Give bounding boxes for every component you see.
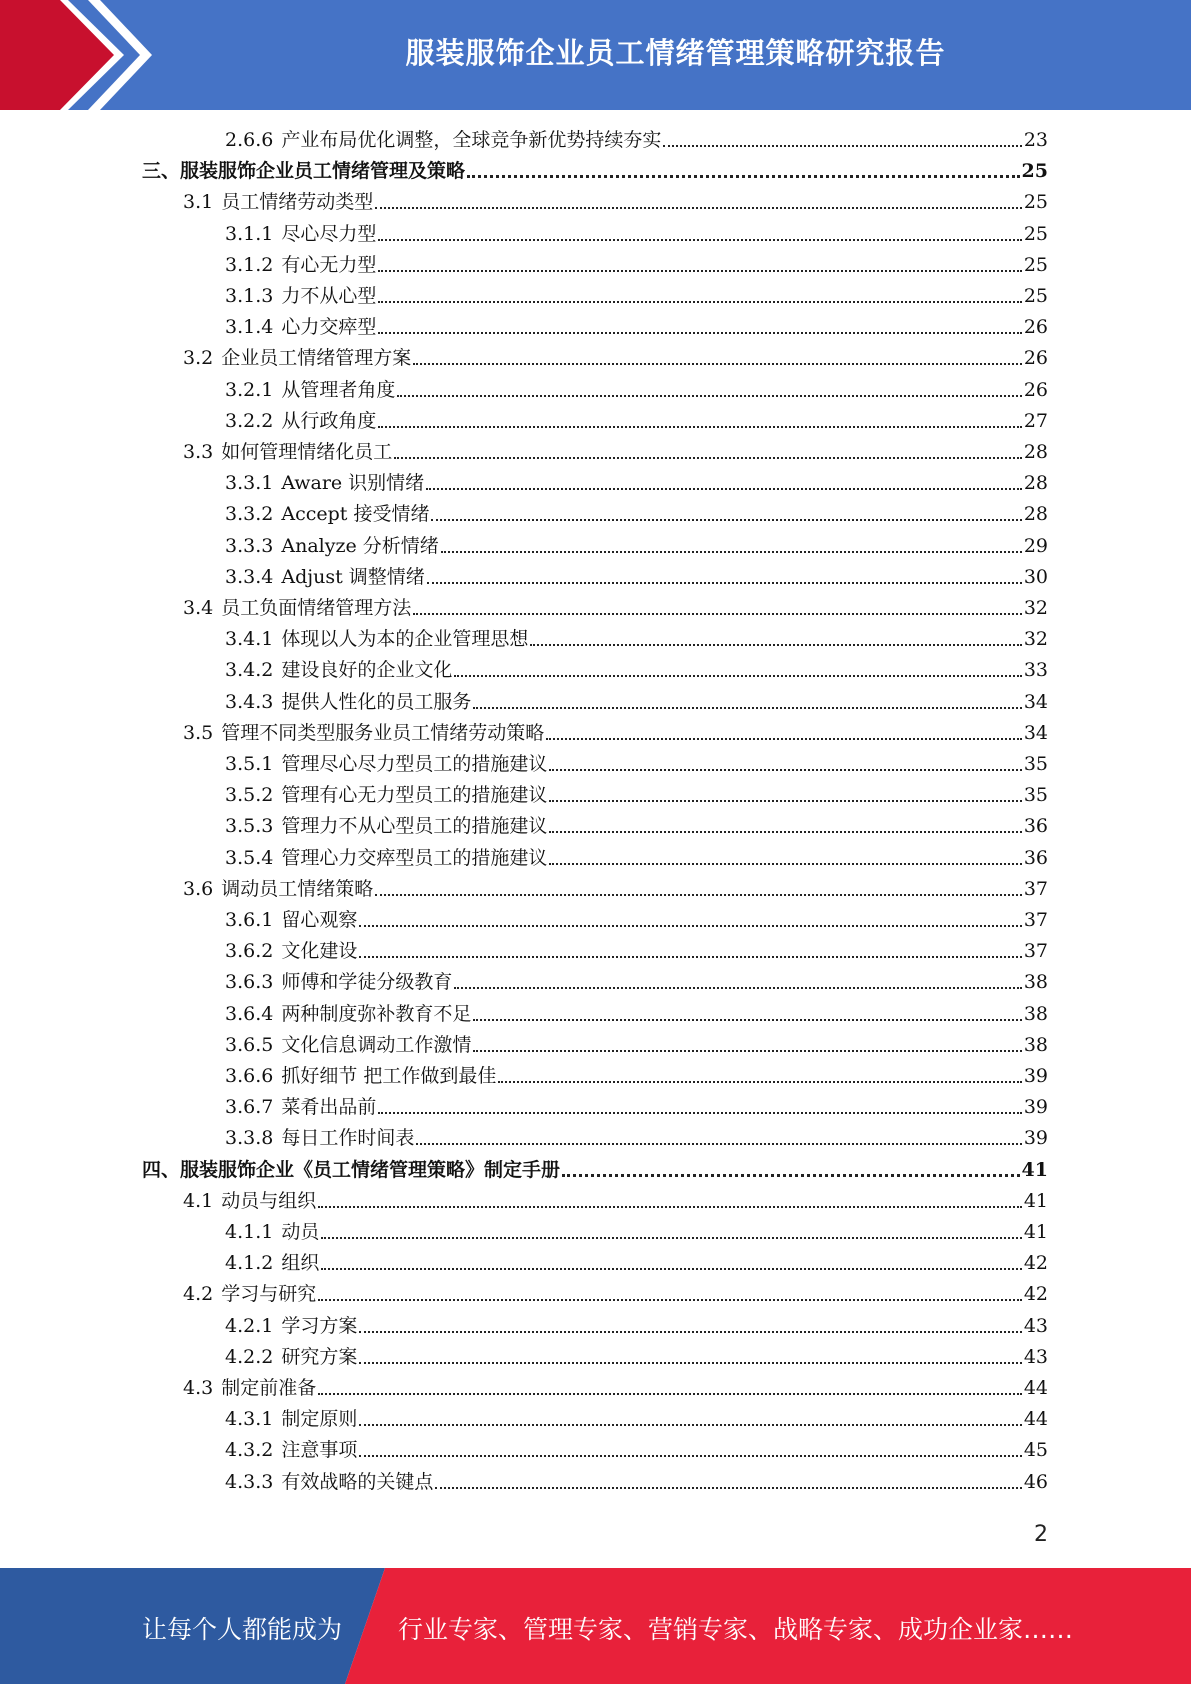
toc-entry-page: 38 (1023, 971, 1048, 994)
toc-entry[interactable] (225, 1469, 1048, 1495)
toc-entry-number: 3.2.1 (225, 378, 274, 401)
toc-entry[interactable] (142, 1157, 1048, 1183)
toc-entry-page: 42 (1023, 1252, 1048, 1275)
toc-entry-number: 4.3.2 (225, 1439, 274, 1462)
toc-dot-leader (375, 207, 1022, 209)
toc-entry-page: 37 (1023, 940, 1048, 963)
toc-entry-number: 4.2 (183, 1283, 214, 1306)
toc-dot-leader (549, 863, 1021, 865)
header-arrow-icon (0, 0, 160, 110)
toc-dot-leader (321, 1268, 1021, 1270)
toc-entry-number: 3.5 (183, 721, 214, 744)
toc-dot-leader (426, 488, 1022, 490)
toc-entry-page: 38 (1023, 1033, 1048, 1056)
toc-dot-leader (435, 1487, 1021, 1489)
toc-entry-number: 3.6.4 (225, 1002, 274, 1025)
toc-entry[interactable] (225, 377, 1048, 403)
toc-dot-leader (321, 1237, 1021, 1239)
toc-entry-page: 28 (1023, 441, 1048, 463)
toc-entry-page: 36 (1023, 846, 1048, 869)
toc-entry-number: 3.1.2 (225, 253, 274, 276)
toc-entry-page: 41 (1021, 1158, 1048, 1181)
toc-entry-number: 3.1.1 (225, 222, 274, 245)
toc-entry-page: 41 (1023, 1221, 1048, 1243)
toc-entry-title: 文化建设 (281, 940, 358, 963)
header-banner (0, 0, 1191, 110)
toc-dot-leader (530, 644, 1021, 646)
toc-entry-page: 32 (1023, 628, 1048, 651)
page-number: 2 (1034, 1522, 1048, 1547)
toc-entry[interactable] (225, 283, 1048, 309)
toc-entry-number: 3.5.2 (225, 784, 274, 807)
toc-entry[interactable] (225, 1250, 1048, 1276)
toc-entry-title: 组织 (281, 1252, 320, 1275)
toc-entry-page: 38 (1023, 1002, 1048, 1025)
toc-entry-title: 有心无力型 (281, 253, 377, 276)
toc-entry-number: 3.3.3 (225, 534, 274, 557)
toc-entry-page: 46 (1023, 1470, 1048, 1493)
toc-dot-leader (416, 1143, 1021, 1145)
toc-entry-number: 3.3 (183, 441, 214, 463)
toc-entry-title: 员工情绪劳动类型 (221, 191, 374, 214)
toc-entry-number: 3.4.3 (225, 690, 274, 713)
toc-entry-title: 产业布局优化调整，全球竞争新优势持续夯实 (281, 129, 662, 151)
toc-entry-number: 4.2.2 (225, 1345, 274, 1368)
toc-dot-leader (413, 613, 1022, 615)
toc-entry-title: 建设良好的企业文化 (281, 659, 453, 682)
toc-entry-title: 管理力不从心型员工的措施建议 (281, 815, 548, 838)
toc-entry-number: 2.6.6 (225, 129, 274, 151)
toc-entry[interactable] (225, 938, 1048, 964)
toc-dot-leader (454, 675, 1021, 677)
toc-entry-page: 34 (1023, 690, 1048, 713)
toc-entry-number: 4.3.1 (225, 1408, 274, 1431)
toc-entry-title: 动员 (281, 1221, 320, 1243)
toc-entry-title: 学习方案 (281, 1314, 358, 1337)
toc-entry-page: 29 (1023, 534, 1048, 557)
toc-entry-page: 32 (1023, 597, 1048, 619)
toc-entry-number: 4.2.1 (225, 1314, 274, 1337)
toc-entry-title: 学习与研究 (221, 1283, 317, 1306)
toc-entry[interactable] (183, 345, 1048, 371)
toc-entry-number: 3.4.2 (225, 659, 274, 682)
toc-dot-leader (378, 332, 1021, 334)
toc-dot-leader (359, 1362, 1021, 1364)
toc-entry-title: 文化信息调动工作激情 (281, 1033, 472, 1056)
toc-entry-title: 菜肴出品前 (281, 1096, 377, 1119)
toc-entry-number: 4.3.3 (225, 1470, 274, 1493)
toc-dot-leader (549, 831, 1021, 833)
toc-entry-title: 提供人性化的员工服务 (281, 690, 472, 713)
toc-entry-page: 25 (1023, 222, 1048, 245)
toc-entry[interactable] (183, 439, 1048, 465)
toc-dot-leader (473, 1019, 1021, 1021)
toc-entry-number: 3.6.5 (225, 1033, 274, 1056)
toc-entry-page: 39 (1023, 1096, 1048, 1119)
toc-entry[interactable] (225, 533, 1048, 559)
toc-entry-title: 企业员工情绪管理方案 (221, 347, 412, 370)
toc-entry-number: 3.5.1 (225, 753, 274, 775)
toc-entry-page: 42 (1023, 1283, 1048, 1306)
toc-entry-page: 45 (1023, 1439, 1048, 1462)
toc-entry-title: 有效战略的关键点 (281, 1470, 434, 1493)
toc-dot-leader (318, 1393, 1022, 1395)
toc-entry-page: 44 (1023, 1408, 1048, 1431)
toc-entry[interactable] (225, 127, 1048, 153)
toc-dot-leader (318, 1299, 1022, 1301)
toc-entry[interactable] (225, 408, 1048, 434)
toc-entry-title: Accept 接受情绪 (281, 503, 430, 526)
toc-dot-leader (467, 175, 1020, 178)
toc-entry-page: 43 (1023, 1314, 1048, 1337)
toc-entry-title: 师傅和学徒分级教育 (281, 971, 453, 994)
toc-entry-page: 25 (1023, 285, 1048, 307)
toc-entry-page: 25 (1021, 160, 1048, 183)
toc-entry[interactable] (183, 1375, 1048, 1401)
toc-entry[interactable] (225, 314, 1048, 340)
toc-entry-number: 3.3.1 (225, 472, 274, 495)
toc-entry-title: 动员与组织 (221, 1189, 317, 1212)
toc-entry-number: 4.1.1 (225, 1221, 274, 1243)
toc-entry-title: 从管理者角度 (281, 378, 396, 401)
toc-entry-title: 如何管理情绪化员工 (221, 441, 393, 463)
toc-entry-number: 3.5.3 (225, 815, 274, 838)
toc-entry-number: 3.1 (183, 191, 214, 214)
toc-entry[interactable] (225, 845, 1048, 871)
toc-entry-title: 研究方案 (281, 1345, 358, 1368)
toc-entry-number: 3.6.6 (225, 1065, 274, 1087)
toc-entry-title: Aware 识别情绪 (281, 472, 425, 495)
toc-entry[interactable] (225, 751, 1048, 777)
toc-dot-leader (413, 363, 1022, 365)
toc-entry-title: 注意事项 (281, 1439, 358, 1462)
toc-entry[interactable] (225, 501, 1048, 527)
toc-entry-number: 3.1.3 (225, 285, 274, 307)
toc-entry-number: 4.1 (183, 1189, 214, 1212)
toc-entry-page: 25 (1023, 191, 1048, 214)
toc-entry-title: 管理有心无力型员工的措施建议 (281, 784, 548, 807)
toc-entry-page: 33 (1023, 659, 1048, 682)
toc-entry[interactable] (183, 720, 1048, 746)
toc-dot-leader (549, 800, 1021, 802)
toc-entry-page: 25 (1023, 253, 1048, 276)
toc-entry[interactable] (225, 1063, 1048, 1089)
toc-dot-leader (549, 769, 1021, 771)
toc-entry-title: 体现以人为本的企业管理思想 (281, 628, 529, 651)
toc-dot-leader (378, 1112, 1021, 1114)
toc-entry[interactable] (225, 1437, 1048, 1463)
toc-dot-leader (427, 582, 1022, 584)
toc-entry-page: 37 (1023, 877, 1048, 900)
toc-dot-leader (394, 457, 1022, 459)
toc-entry[interactable] (225, 1219, 1048, 1245)
toc-dot-leader (562, 1174, 1020, 1177)
toc-entry[interactable] (225, 689, 1048, 715)
toc-dot-leader (359, 1455, 1021, 1457)
toc-entry[interactable] (225, 1001, 1048, 1027)
toc-dot-leader (378, 426, 1021, 428)
footer-slogan-left: 让每个人都能成为 (142, 1615, 343, 1644)
toc-dot-leader (397, 395, 1021, 397)
toc-entry-title: 抓好细节 把工作做到最佳 (281, 1065, 497, 1087)
toc-dot-leader (498, 1081, 1021, 1083)
toc-dot-leader (359, 956, 1021, 958)
toc-entry-number: 3.6.7 (225, 1096, 274, 1119)
toc-entry[interactable] (225, 657, 1048, 683)
toc-entry[interactable] (225, 626, 1048, 652)
toc-entry-number: 3.3.4 (225, 565, 274, 588)
toc-entry[interactable] (225, 782, 1048, 808)
toc-entry[interactable] (225, 252, 1048, 278)
toc-entry-title: 制定前准备 (221, 1377, 317, 1399)
toc-entry-title: 从行政角度 (281, 409, 377, 432)
toc-dot-leader (546, 738, 1022, 740)
toc-dot-leader (473, 1050, 1021, 1052)
toc-entry[interactable] (183, 1281, 1048, 1307)
toc-dot-leader (375, 894, 1022, 896)
toc-entry-title: 管理尽心尽力型员工的措施建议 (281, 753, 548, 775)
toc-entry[interactable] (225, 1313, 1048, 1339)
toc-entry-page: 26 (1023, 378, 1048, 401)
toc-entry-number: 3.6.1 (225, 909, 274, 931)
toc-entry-number: 3.6.3 (225, 971, 274, 994)
toc-entry-number: 3.4.1 (225, 628, 274, 651)
toc-entry[interactable] (225, 221, 1048, 247)
toc-entry-page: 36 (1023, 815, 1048, 838)
toc-entry-page: 44 (1023, 1377, 1048, 1399)
toc-entry[interactable] (225, 470, 1048, 496)
toc-entry[interactable] (225, 1406, 1048, 1432)
toc-dot-leader (378, 270, 1021, 272)
toc-entry-page: 43 (1023, 1345, 1048, 1368)
toc-entry[interactable] (225, 1125, 1048, 1151)
document-title: 服装服饰企业员工情绪管理策略研究报告 (405, 35, 946, 70)
toc-dot-leader (441, 551, 1022, 553)
toc-entry-number: 4.3 (183, 1377, 214, 1399)
toc-dot-leader (473, 707, 1021, 709)
toc-entry-title: Analyze 分析情绪 (281, 534, 439, 557)
toc-dot-leader (359, 1424, 1021, 1426)
toc-dot-leader (359, 925, 1021, 927)
toc-dot-leader (378, 301, 1021, 303)
toc-entry-page: 28 (1023, 503, 1048, 526)
toc-entry[interactable] (225, 813, 1048, 839)
toc-entry-page: 30 (1023, 565, 1048, 588)
toc-entry-title: Adjust 调整情绪 (281, 565, 425, 588)
toc-entry-number: 3.4 (183, 597, 214, 619)
toc-entry-title: 心力交瘁型 (281, 316, 377, 339)
toc-entry-title: 尽心尽力型 (281, 222, 377, 245)
toc-entry-title: 员工负面情绪管理方法 (221, 597, 412, 619)
toc-entry-page: 37 (1023, 909, 1048, 931)
toc-entry[interactable] (225, 1094, 1048, 1120)
toc-entry-page: 35 (1023, 784, 1048, 807)
toc-entry-number: 3.2 (183, 347, 214, 370)
toc-entry-title: 每日工作时间表 (281, 1127, 415, 1150)
toc-entry-number: 4.1.2 (225, 1252, 274, 1275)
toc-entry[interactable] (225, 1344, 1048, 1370)
footer-banner (0, 1568, 1191, 1684)
footer-slogan-right: 行业专家、管理专家、营销专家、战略专家、成功企业家…… (398, 1615, 1074, 1644)
toc-entry-page: 26 (1023, 316, 1048, 339)
toc-entry-number: 3.1.4 (225, 316, 274, 339)
toc-entry-number: 3.3.2 (225, 503, 274, 526)
toc-entry[interactable] (225, 907, 1048, 933)
toc-entry-title: 管理心力交瘁型员工的措施建议 (281, 846, 548, 869)
toc-entry-number: 3.3.8 (225, 1127, 274, 1150)
toc-entry[interactable] (183, 189, 1048, 215)
toc-entry-title: 两种制度弥补教育不足 (281, 1002, 472, 1025)
toc-dot-leader (318, 1206, 1022, 1208)
toc-dot-leader (663, 145, 1021, 147)
toc-entry-page: 26 (1023, 347, 1048, 370)
toc-entry-page: 39 (1023, 1127, 1048, 1150)
toc-entry[interactable] (183, 595, 1048, 621)
toc-dot-leader (431, 519, 1021, 521)
toc-entry-title: 制定原则 (281, 1408, 358, 1431)
toc-entry-number: 3.6.2 (225, 940, 274, 963)
toc-entry-title: 三、服装服饰企业员工情绪管理及策略 (142, 160, 466, 183)
toc-entry[interactable] (142, 158, 1048, 184)
toc-dot-leader (454, 987, 1021, 989)
toc-entry-page: 27 (1023, 409, 1048, 432)
toc-entry-number: 3.5.4 (225, 846, 274, 869)
toc-entry-page: 41 (1023, 1189, 1048, 1212)
toc-entry[interactable] (183, 1188, 1048, 1214)
toc-dot-leader (359, 1331, 1021, 1333)
toc-entry[interactable] (225, 969, 1048, 995)
toc-entry-title: 调动员工情绪策略 (221, 877, 374, 900)
toc-entry-title: 四、服装服饰企业《员工情绪管理策略》制定手册 (142, 1158, 561, 1181)
toc-entry-page: 34 (1023, 721, 1048, 744)
toc-entry-title: 管理不同类型服务业员工情绪劳动策略 (221, 721, 545, 744)
toc-entry-number: 3.6 (183, 877, 214, 900)
toc-entry-page: 28 (1023, 472, 1048, 495)
toc-entry-page: 23 (1023, 129, 1048, 151)
toc-dot-leader (378, 239, 1021, 241)
toc-entry-title: 力不从心型 (281, 285, 377, 307)
toc-entry-page: 35 (1023, 753, 1048, 775)
toc-entry-page: 39 (1023, 1065, 1048, 1087)
toc-entry-number: 3.2.2 (225, 409, 274, 432)
toc-entry-title: 留心观察 (281, 909, 358, 931)
toc-entry[interactable] (183, 876, 1048, 902)
toc-entry[interactable] (225, 564, 1048, 590)
toc-entry[interactable] (225, 1032, 1048, 1058)
